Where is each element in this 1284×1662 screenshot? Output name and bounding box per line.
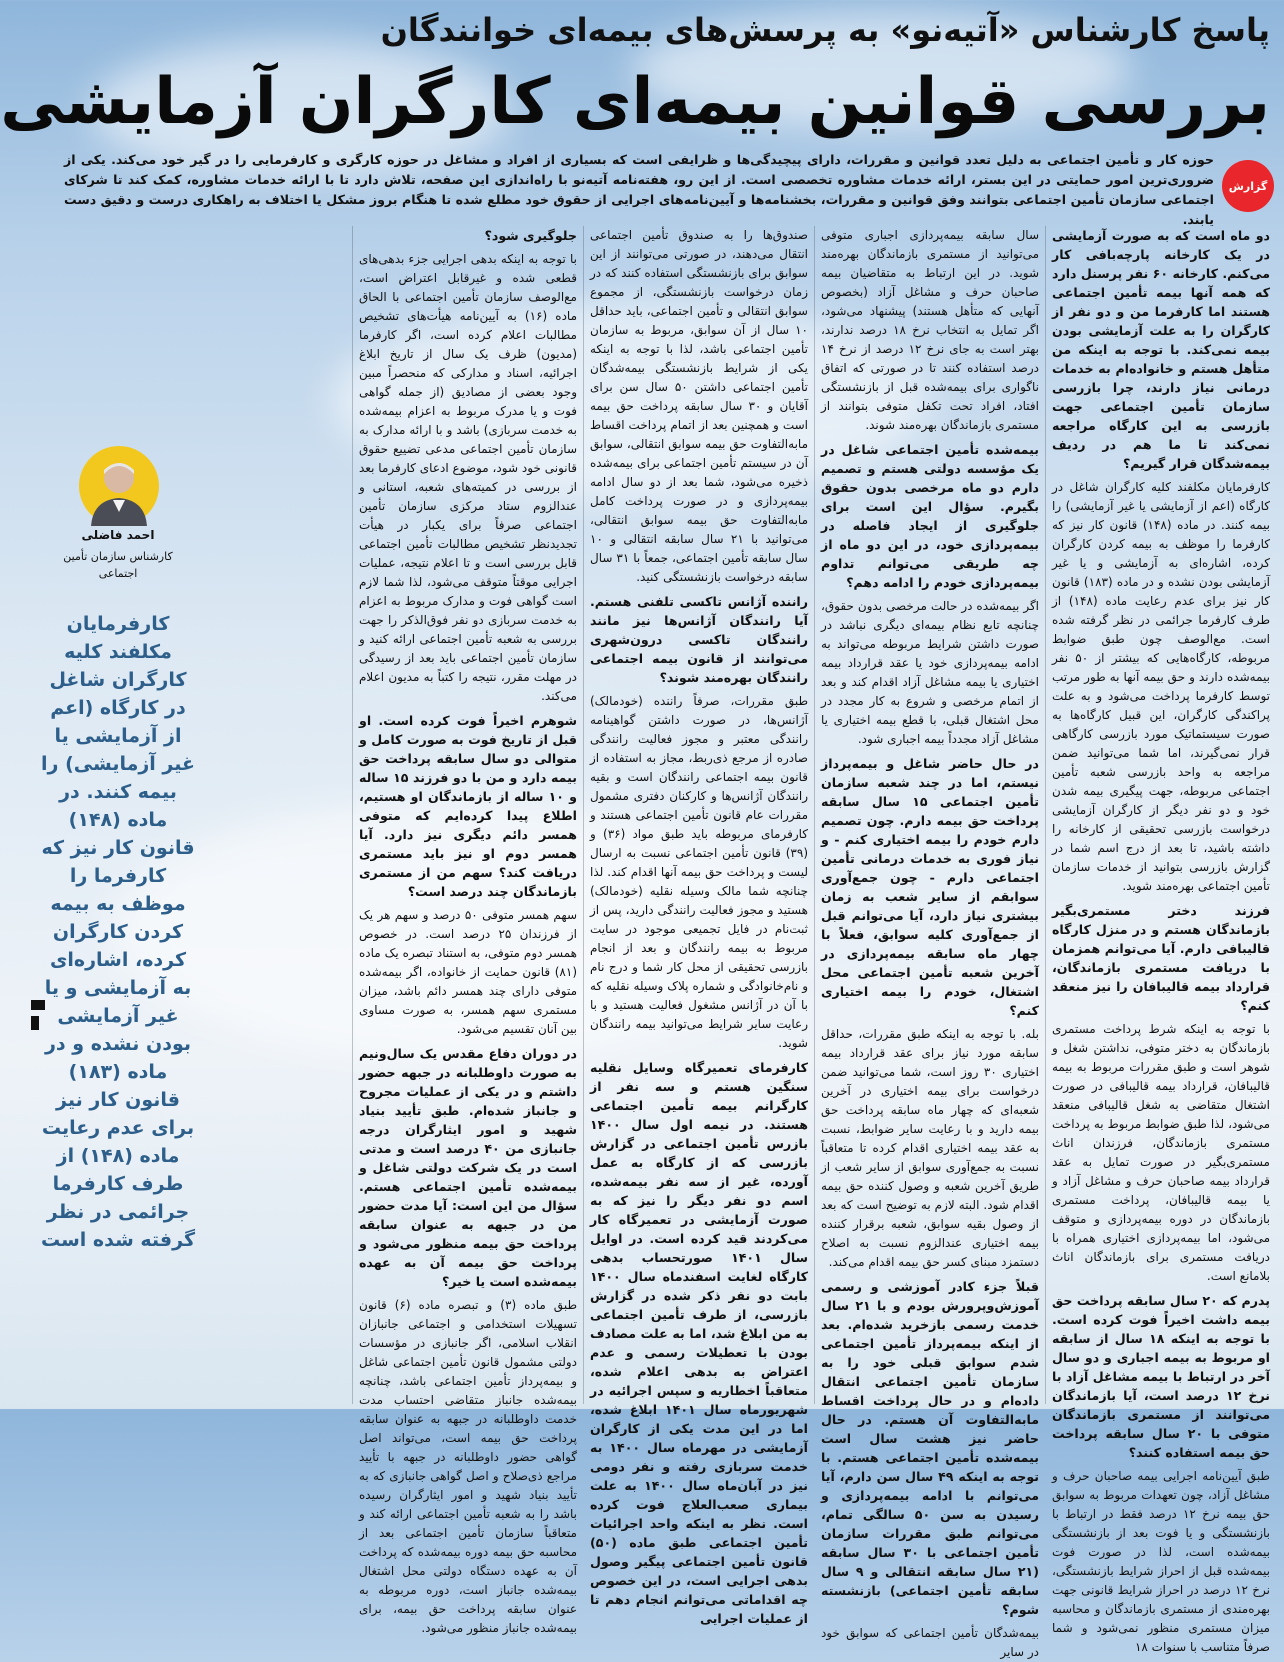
column-divider (583, 226, 584, 1404)
answer-paragraph: با توجه به اینکه شرط پرداخت مستمری بازماندگان به دختر متوفی، نداشتن شغل و شوهر است و طبق مقررات مربوط به بیمه قالیبافان، قرارداد بیمه قالیبافی در صورت اشتغال متقاضی به شغل قالیبافی منعقد می‌شود، لذا طبق ضوابط مربوط به پرداخت مستمری بازماندگان، فرزندان اناث مستمری‌بگیر در صورت تمایل به عقد قرارداد بیمه صاحبان حرف و مشاغل آزاد و یا بیمه قالیبافان، پرداخت مستمری بازماندگان در دوره بیمه‌پردازی و متوقف می‌شود، اما بیمه‌پردازی اختیاری همراه با دریافت مستمری برای بازماندگان اناث بلامانع است. (1052, 1022, 1270, 1283)
question-paragraph: راننده آژانس تاکسی تلفنی هستم. آیا رانندگان آژانس‌ها نیز مانند رانندگان تاکسی درون‌شهری می‌توانند از قانون بیمه اجتماعی رانندگان بهره‌مند شوند؟ (590, 594, 808, 685)
question-paragraph: کارفرمای تعمیرگاه وسایل نقلیه سنگین هستم و سه نفر از کارگرانم بیمه تأمین اجتماعی هستند. در نیمه اول سال ۱۴۰۰ بازرس تأمین اجتماعی در گزارش بازرسی که از کارگاه به عمل آورده، غیر از سه نفر بیمه‌شده، اسم دو نفر دیگر را نیز که به صورت آزمایشی در تعمیرگاه کار می‌کردند قید کرده است. در اوایل سال ۱۴۰۱ صورتحساب بدهی کارگاه لغایت اسفندماه سال ۱۴۰۰ بابت دو نفر ذکر شده در گزارش بازرسی، از طرف تأمین اجتماعی به من ابلاغ شد، اما به علت مصادف بودن با تعطیلات رسمی و عدم اعتراض به بدهی اعلام شده، متعاقباً اخطاریه و سپس اجرائیه در شهریورماه سال ۱۴۰۱ ابلاغ شده، اما در این مدت یکی از کارگران آزمایشی در مهرماه سال ۱۴۰۰ به خدمت سربازی رفته و نفر دومی نیز در آبان‌ماه سال ۱۴۰۰ به علت بیماری صعب‌العلاج فوت کرده است. نظر به اینکه واحد اجرائیات تأمین اجتماعی طبق ماده (۵۰) قانون تأمین اجتماعی پیگیر وصول بدهی اجرایی است، در این خصوص چه اقداماتی می‌توانم انجام دهم تا از عملیات اجرایی (590, 1060, 808, 1626)
question-paragraph: جلوگیری شود؟ (484, 228, 577, 243)
question-paragraph: پدرم که ۲۰ سال سابقه پرداخت حق بیمه داشت اخیراً فوت کرده است. با توجه به اینکه ۱۸ سال از سابقه او مربوط به بیمه اجباری و دو سال آخر در ارتباط با بیمه مشاغل آزاد با نرخ ۱۲ درصد است، آیا بازماندگان می‌توانند از مستمری بازماندگان متوفی با ۲۰ سال سابقه پرداخت حق بیمه استفاده کنند؟ (1052, 1293, 1271, 1460)
answer-paragraph: بله. با توجه به اینکه طبق مقررات، حداقل سابقه مورد نیاز برای عقد قرارداد بیمه اختیاری ۳۰ روز است، شما می‌توانید ضمن درخواست برای بیمه اختیاری در آخرین شعبه‌ای که چهار ماه سابقه پرداخت حق بیمه دارید و با رعایت سایر ضوابط، نسبت به عقد بیمه اختیاری اقدام کرده تا متعاقباً نسبت به جمع‌آوری سوابق از سایر شعب از طریق آخرین شعبه و وصول کننده حق بیمه اقدام شود. البته لازم به توضیح است که بعد از وصول بقیه سوابق، شعبه برقرار کننده بیمه اختیاری عندالزوم نسبت به اصلاح دستمزد مبنای کسر حق بیمه اقدام می‌کند. (821, 1027, 1039, 1269)
answer-paragraph: طبق ماده (۳) و تبصره ماده (۶) قانون تسهیلات استخدامی و اجتماعی جانبازان انقلاب اسلامی، اگر جانبازی در مؤسسات دولتی مشمول قانون تأمین اجتماعی شاغل و بیمه‌پرداز تأمین اجتماعی باشد، چنانچه بیمه‌شده جانباز متقاضی احتساب مدت خدمت داوطلبانه در جبهه به عنوان سابقه پرداخت حق بیمه است، می‌تواند اصل گواهی حضور داوطلبانه در جبهه با تأیید مراجع ذی‌صلاح و اصل گواهی جانبازی که به تأیید بنیاد شهید و امور ایثارگران رسیده باشد را به شعبه تأمین اجتماعی ارائه کند و متعاقباً سازمان تأمین اجتماعی بعد از محاسبه حق بیمه دوره بیمه‌شده که پرداخت آن به عهده دستگاه دولتی محل اشتغال بیمه‌شده جانباز است، دوره مربوطه به عنوان سابقه پرداخت حق بیمه، برای بیمه‌شده جانباز منظور می‌شود. (359, 1298, 577, 1635)
question-paragraph: شوهرم اخیراً فوت کرده است. او قبل از تاریخ فوت به صورت کامل و متوالی دو سال سابقه پرداخت حق بیمه دارد و من با دو فرزند ۱۵ ساله و ۱۰ ساله از بازماندگان او هستیم، اطلاع پیدا کرده‌ایم که متوفی همسر دائم دیگری نیز دارد. آیا همسر دوم او نیز باید مستمری دریافت کند؟ سهم من از مستمری بازماندگان چند درصد است؟ (359, 713, 577, 899)
column-divider (352, 226, 353, 1404)
answer-paragraph: اگر بیمه‌شده در حالت مرخصی بدون حقوق، چنانچه تابع نظام بیمه‌ای دیگری نباشد در صورت داشتن شرایط مربوطه می‌تواند به ادامه بیمه‌پردازی خود یا عقد قرارداد بیمه اختیاری یا بیمه مشاغل آزاد اقدام کند و بعد از اتمام مرخصی و شروع به کار مجدد در محل اشتغال قبلی، با قطع بیمه اختیاری یا مشاغل آزاد مجدداً بیمه اجباری شود. (821, 599, 1039, 746)
question-paragraph: فرزند دختر مستمری‌بگیر بازماندگان هستم و در منزل کارگاه قالیبافی دارم. آیا می‌توانم همزمان با دریافت مستمری بازماندگان، قرارداد بیمه قالیبافان را نیز منعقد کنم؟ (1052, 903, 1270, 1013)
answer-paragraph: بیمه‌شدگان تأمین اجتماعی که سوابق خود در سایر (821, 1626, 1039, 1659)
answer-paragraph: طبق مقررات، صرفاً راننده (خودمالک) آژانس‌ها، در صورت داشتن گواهینامه رانندگی معتبر و مجوز فعالیت رانندگی صادره از مرجع ذی‌ربط، مجاز به استفاده از قانون بیمه اجتماعی رانندگان است و بقیه رانندگان آژانس‌ها و کارکنان دفتری مشمول مقررات عام قانون تأمین اجتماعی هستند و کارفرمای مربوطه باید طبق مواد (۳۶) و (۳۹) قانون تأمین اجتماعی نسبت به ارسال لیست و پرداخت حق بیمه آنها اقدام کند. لذا چنانچه شما مالک وسیله نقلیه (خودمالک) هستید و مجوز فعالیت رانندگی دارید، پس از ثبت‌نام در فایل تجمیعی موجود در سایت مربوط به بیمه رانندگان و بعد از انجام بازرسی تحقیقی از محل کار شما و درج نام و نام‌خانوادگی و شماره پلاک وسیله نقلیه که با آن در آژانس مشغول فعالیت هستید و با رعایت سایر شرایط می‌توانید بیمه رانندگان شوید. (590, 694, 808, 1050)
author-name: احمد فاضلی (81, 528, 155, 542)
answer-paragraph: با توجه به اینکه بدهی اجرایی جزء بدهی‌های قطعی شده و غیرقابل اعتراض است، مع‌الوصف سازمان تأمین اجتماعی با الحاق ماده (۱۶) به آیین‌نامه هیأت‌های تشخیص مطالبات اعلام کرده است، اگر کارفرما (مدیون) ظرف یک سال از تاریخ ابلاغ اجرائیه، اسناد و مدارکی که منحصراً مبین وجود بعضی از مصادیق (از جمله گواهی فوت و یا مدرک مربوط به اعزام بیمه‌شده به خدمت سربازی) باشد و با ارائه مدارک به سازمان تأمین اجتماعی مدعی تضییع حقوق قانونی خود شود، موضوع ادعای کارفرما بعد از بررسی در کمیته‌های شعبه، استانی و عندالزوم ستاد مرکزی سازمان تأمین اجتماعی صرفاً برای یکبار در هیأت تجدیدنظر تشخیص مطالبات تأمین اجتماعی قابل بررسی است و تا اعلام نتیجه، عملیات اجرایی موقتاً متوقف می‌شود، لذا شما لازم است گواهی فوت و مدارک مربوط به اعزام به خدمت سربازی دو نفر فوق‌الذکر را جهت بررسی به شعبه تأمین اجتماعی ارائه کنید و سازمان تأمین اجتماعی باید بعد از رسیدگی در مهلت مقرر، نتیجه را کتباً به مدیون اعلام می‌کند. (359, 252, 577, 703)
answer-paragraph: سال سابقه بیمه‌پردازی اجباری متوفی می‌توانید از مستمری بازماندگان بهره‌مند شوید. در این ارتباط به متقاضیان بیمه صاحبان حرف و مشاغل آزاد (بخصوص آنهایی که متأهل هستند) پیشنهاد می‌شود، اگر تمایل به انتخاب نرخ ۱۸ درصد ندارند، بهتر است به جای نرخ ۱۲ درصد از نرخ ۱۴ درصد استفاده کنند تا در صورتی که اتفاق ناگواری برای بیمه‌شده قبل از بازنشستگی افتاد، افراد تحت تکفل متوفی بتوانند از مستمری بازماندگان بهره‌مند شوند. (821, 228, 1039, 432)
question-paragraph: در حال حاضر شاغل و بیمه‌پرداز نیستم، اما در چند شعبه سازمان تأمین اجتماعی ۱۵ سال سابقه پرداخت حق بیمه دارم. چون تصمیم دارم خودم را بیمه اختیاری کنم - و نیاز فوری به خدمات درمانی تأمین اجتماعی دارم - چون جمع‌آوری سوابقم از سایر شعب به زمان بیشتری نیاز دارد، آیا می‌توانم قبل از جمع‌آوری کلیه سوابق، فعلاً با چهار ماه سابقه بیمه‌پردازی در آخرین شعبه تأمین اجتماعی محل اشتغال، خودم را بیمه اختیاری کنم؟ (821, 756, 1039, 1018)
page-edge-mark (31, 1000, 51, 1040)
answer-paragraph: سهم همسر متوفی ۵۰ درصد و سهم هر یک از فرزندان ۲۵ درصد است. در خصوص همسر دوم متوفی، به استناد تبصره یک ماده (۸۱) قانون حمایت از خانواده، اگر بیمه‌شده متوفی دارای چند همسر دائم باشد، میزان مستمری سهم همسر، به صورت مساوی بین آنان تقسیم می‌شود. (359, 908, 577, 1036)
column-divider (814, 226, 815, 1404)
answer-paragraph: طبق آیین‌نامه اجرایی بیمه صاحبان حرف و مشاغل آزاد، چون تعهدات مربوط به سوابق حق بیمه نرخ ۱۲ درصد فقط در ارتباط با بازنشستگی و یا فوت بعد از بازنشستگی بیمه‌شده است، لذا در صورت فوت بیمه‌شده قبل از احراز شرایط بازنشستگی، نرخ ۱۲ درصد در احراز شرایط قانونی جهت بهره‌مندی از مستمری بازماندگان و محاسبه میزان مستمری منظور نمی‌شود و شما صرفاً متناسب با سنوات ۱۸ (1052, 1469, 1270, 1654)
answer-paragraph: صندوق‌ها را به صندوق تأمین اجتماعی انتقال می‌دهند، در صورتی می‌توانند از این سوابق برای بازنشستگی استفاده کنند که در زمان درخواست بازنشستگی، از مجموع سوابق انتقالی و تأمین اجتماعی، باید حداقل ۱۰ سال از آن سوابق، مربوط به سازمان تأمین اجتماعی باشد، لذا با توجه به اینکه یکی از شرایط بازنشستگی بیمه‌شدگان تأمین اجتماعی داشتن ۵۰ سال سن برای آقایان و ۳۰ سال سابقه پرداخت حق بیمه است و همچنین بعد از اتمام پرداخت اقساط مابه‌التفاوت حق بیمه سوابق انتقالی، سوابق آن در سیستم تأمین اجتماعی برای بیمه‌شده ذخیره می‌شود، شما بعد از دو سال ادامه بیمه‌پردازی و در صورت پرداخت کامل مابه‌التفاوت حق بیمه سوابق انتقالی، می‌توانید با ۲۱ سال سابقه انتقالی و ۱۰ سال سابقه تأمین اجتماعی، جمعاً با ۳۱ سال سابقه درخواست بازنشستگی کنید. (590, 228, 808, 584)
pull-quote: کارفرمایان مکلفند کلیه کارگران شاغل در کارگاه (اعم از آزمایشی یا غیر آزمایشی) را بیمه کنند. در ماده (۱۴۸) قانون کار نیز که کارفرما را موظف به بیمه کردن کارگران کرده، اشاره‌ای به آزمایشی و یا غیر آزمایشی بودن نشده و در ماده (۱۸۳) قانون کار نیز برای عدم رعایت ماده (۱۴۸) از طرف کارفرما جرائمی در نظر گرفته شده است (40, 613, 195, 1251)
column-divider (1045, 226, 1046, 1404)
column-4 (359, 226, 577, 1635)
person-photo-icon (79, 446, 159, 526)
report-badge: گزارش (1222, 160, 1274, 212)
answer-paragraph: کارفرمایان مکلفند کلیه کارگران شاغل در کارگاه (اعم از آزمایشی یا غیر آزمایشی) را بیمه کنند. در ماده (۱۴۸) قانون کار نیز که کارفرما را موظف به بیمه کردن کارگران کرده، اشاره‌ای به آزمایشی و یا غیر آزمایشی بودن نشده و در ماده (۱۸۳) قانون کار نیز برای عدم رعایت ماده (۱۴۸) از طرف کارفرما جرائمی در نظر گرفته شده است. مع‌الوصف چون طبق ضوابط مربوطه، کارگاه‌هایی که بیشتر از ۵۰ نفر بیمه‌شده دارند و حق بیمه آنها به طور مرتب توسط کارفرما پرداخت می‌شود و به علت پراکندگی کارگران، این قبیل کارگاه‌ها به صورت سیستماتیک مورد بازرسی کارگاهی قرار نمی‌گیرند، اما شما می‌توانید ضمن مراجعه به واحد بازرسی شعبه تأمین اجتماعی مربوطه، جهت پیگیری بیمه شدن خود و دو نفر دیگر از کارگران آزمایشی درخواست بازرسی تحقیقی از کارخانه را داشته باشید، تا بعد از درج اسم شما در گزارش بازرسی بتوانید از خدمات سازمان تأمین اجتماعی بهره‌مند شوید. (1052, 480, 1271, 893)
kicker: پاسخ کارشناس «آتیه‌نو» به پرسش‌های بیمه‌ای خوانندگان (380, 11, 1270, 49)
sidebar (39, 226, 197, 1404)
question-paragraph: بیمه‌شده تأمین اجتماعی شاغل در یک مؤسسه دولتی هستم و تصمیم دارم دو ماه مرخصی بدون حقوق بگیرم. سؤال این است برای جلوگیری از ایجاد فاصله در بیمه‌پردازی خود، در این دو ماه از چه طریقی می‌توانم تداوم بیمه‌پردازی خودم را ادامه دهم؟ (821, 442, 1039, 590)
question-paragraph: قبلاً جزء کادر آموزشی و رسمی آموزش‌وپرورش بودم و با ۲۱ سال خدمت رسمی بازخرید شده‌ام. بعد از اینکه بیمه‌پرداز تأمین اجتماعی شدم سوابق قبلی خود را به سازمان تأمین اجتماعی انتقال داده‌ام و در حال پرداخت اقساط مابه‌التفاوت آن هستم. در حال حاضر نیز هشت سال است بیمه‌شده تأمین اجتماعی هستم. با توجه به اینکه ۴۹ سال سن دارم، آیا می‌توانم با ادامه بیمه‌پردازی و رسیدن به سن ۵۰ سالگی تمام، می‌توانم طبق مقررات سازمان تأمین اجتماعی با ۳۰ سال سابقه (۲۱ سال سابقه انتقالی و ۹ سال سابقه تأمین اجتماعی) بازنشسته شوم؟ (821, 1279, 1040, 1617)
column-1 (1052, 226, 1271, 1654)
question-paragraph: دو ماه است که به صورت آزمایشی در یک کارخانه پارچه‌بافی کار می‌کنم. کارخانه ۶۰ نفر پرسنل دارد که همه آنها بیمه تأمین اجتماعی هستند اما کارفرما من و دو نفر از کارگران را به علت آزمایشی بودن بیمه نمی‌کند. با توجه به اینکه من متأهل هستم و خانواده‌ام به خدمات درمانی نیاز دارند، چرا بازرسی سازمان تأمین اجتماعی جهت بازرسی به این کارگاه مراجعه نمی‌کند تا ما هم در ردیف بیمه‌شدگان قرار گیریم؟ (1052, 228, 1270, 471)
author-role: کارشناس سازمان تأمین اجتماعی (63, 550, 173, 580)
author-avatar (79, 446, 159, 526)
lead-paragraph: حوزه کار و تأمین اجتماعی به دلیل تعدد قوانین و مقررات، دارای پیچیدگی‌ها و ظرایفی است که بسیاری از افراد و مشاغل در حوزه کارگری و کارفرمایی را در گیر خود می‌کند. یکی از ضروری‌ترین امور حمایتی در این بستر، ارائه خدمات مشاوره تخصصی است. از این رو، هفته‌نامه آتیه‌نو با راه‌اندازی این صفحه، تلاش دارد تا با ارائه خدمات مشاوره، کمک کند تا شرکای اجتماعی سازمان تأمین اجتماعی بتوانند وفق قوانین و مقررات، بخشنامه‌ها و آیین‌نامه‌های اجرایی از حقوق خود مطلع شده تا هنگام بروز مشکل یا اختلاف به راهکاری درست و دقیق دست یابند. (64, 152, 1214, 227)
headline: بررسی قوانین بیمه‌ای کارگران آزمایشی (0, 65, 1270, 139)
question-paragraph: در دوران دفاع مقدس یک سال‌ونیم به صورت داوطلبانه در جبهه حضور داشتم و در یکی از عملیات مجروح و جانباز شده‌ام. طبق تأیید بنیاد شهید و امور ایثارگران درجه جانبازی من ۴۰ درصد است و مدتی است در یک شرکت دولتی شاغل و بیمه‌شده تأمین اجتماعی هستم. سؤال من این است: آیا مدت حضور من در جبهه به عنوان سابقه پرداخت حق بیمه منظور می‌شود و پرداخت حق بیمه آن به عهده بیمه‌شده است یا خیر؟ (359, 1046, 577, 1289)
column-3 (590, 226, 808, 1626)
column-2 (821, 226, 1040, 1659)
